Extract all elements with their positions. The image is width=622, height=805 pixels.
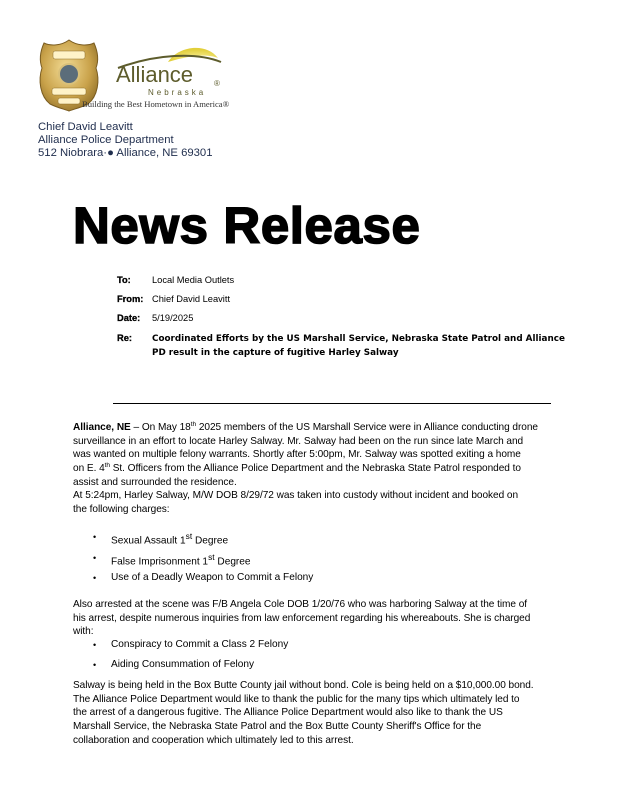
text-segment: with: — [73, 626, 94, 638]
charge-item — [111, 659, 254, 670]
charge-item — [111, 531, 228, 546]
text-segment: At 5:24pm, Harley Salway, M/W DOB 8/29/72 was taken into custody without incident and booked on — [73, 490, 519, 501]
bullet-icon: • — [93, 532, 97, 542]
divider — [113, 403, 551, 404]
body-line — [73, 693, 520, 707]
re-line-2: PD result in the capture of fugitive Harley Salway — [152, 348, 399, 358]
body-line — [73, 421, 538, 435]
text-segment: on E. 4 — [73, 463, 105, 475]
body-line — [73, 734, 354, 748]
sender-department: Alliance Police Department — [38, 134, 174, 146]
text-segment: was wanted on multiple felony warrants. Shortly after 5:00pm, Mr. Salway was spotted exiting a home — [73, 449, 521, 461]
svg-text:®: ® — [214, 79, 220, 88]
page-title: News Release — [73, 197, 421, 254]
text-segment: assist and surrounded the residence. — [73, 476, 237, 488]
date-value: 5/19/2025 — [152, 313, 194, 323]
sender-name: Chief David Leavitt — [38, 121, 133, 133]
text-segment: surveillance in an effort to locate Harley Salway. Mr. Salway had been on the run since late March and — [73, 435, 524, 447]
body-line — [73, 476, 237, 490]
body-line — [73, 598, 527, 612]
body-line — [73, 612, 530, 626]
body-line — [73, 720, 481, 734]
text-segment: the arrest of a dangerous fugitive. The Alliance Police Department would also like to thank the US — [73, 707, 503, 719]
alliance-nebraska-logo — [96, 40, 246, 98]
text-segment: Use of a Deadly Weapon to Commit a Felony — [111, 572, 314, 583]
body-line — [73, 706, 503, 720]
charge-item — [111, 552, 251, 567]
text-segment: th — [104, 462, 110, 470]
bullet-icon: • — [93, 573, 97, 583]
text-segment: Sexual Assault 1 — [111, 535, 186, 547]
text-segment: collaboration and cooperation which ultimately led to this arrest. — [73, 734, 354, 746]
dateline: Alliance, NE — [73, 422, 131, 433]
to-label: To: — [117, 275, 131, 285]
from-value: Chief David Leavitt — [152, 294, 231, 304]
bullet-icon: • — [93, 660, 97, 670]
text-segment: Degree — [192, 535, 229, 547]
date-label: Date: — [117, 313, 141, 323]
charge-item — [111, 572, 313, 583]
text-segment: Conspiracy to Commit a Class 2 Felony — [111, 639, 289, 650]
text-segment: st — [208, 551, 215, 562]
from-label: From: — [117, 294, 144, 304]
text-segment: Aiding Consummation of Felony — [111, 659, 255, 670]
text-segment: Also arrested at the scene was F/B Angela Cole DOB 1/20/76 who was harboring Salway at the time of — [73, 599, 528, 610]
text-segment: The Alliance Police Department would like to thank the public for the many tips which ultimately led to — [73, 693, 520, 705]
body-line — [73, 679, 534, 693]
logo-tagline: Building the Best Hometown in America® — [82, 99, 230, 109]
svg-text:Nebraska: Nebraska — [148, 88, 207, 97]
text-segment: 2025 members of the US Marshall Service were in Alliance conducting drone — [196, 422, 538, 433]
body-line — [73, 625, 94, 639]
text-segment: Salway is being held in the Box Butte County jail without bond. Cole is being held on a $10,000.00 bond. — [73, 680, 534, 691]
text-segment: th — [190, 421, 197, 428]
text-segment: – On May 18 — [130, 422, 191, 433]
body-line — [73, 503, 170, 517]
bullet-icon: • — [93, 552, 97, 563]
text-segment: False Imprisonment 1 — [111, 555, 209, 567]
body-line — [73, 435, 523, 449]
text-segment: the following charges: — [73, 503, 170, 515]
to-value: Local Media Outlets — [152, 275, 235, 285]
text-segment: st — [185, 531, 193, 541]
text-segment: St. Officers from the Alliance Police Department and the Nebraska State Patrol responded to — [109, 463, 521, 475]
alliance-wordmark: Alliance — [116, 62, 194, 87]
bullet-icon: • — [93, 640, 97, 650]
text-segment: Marshall Service, the Nebraska State Patrol and the Box Butte County Sheriff's Office for the — [73, 721, 482, 733]
body-line — [73, 462, 521, 476]
body-line — [73, 448, 521, 462]
re-line-1: Coordinated Efforts by the US Marshall Service, Nebraska State Patrol and Alliance — [152, 334, 565, 344]
text-segment: his arrest, despite numerous inquiries from law enforcement regarding his whereabouts. She is charged — [73, 612, 531, 624]
re-label: Re: — [117, 333, 132, 343]
sender-address: 512 Niobrara·● Alliance, NE 69301 — [38, 147, 213, 159]
body-line — [73, 489, 518, 503]
charge-item — [111, 639, 288, 650]
text-segment: Degree — [214, 555, 251, 567]
